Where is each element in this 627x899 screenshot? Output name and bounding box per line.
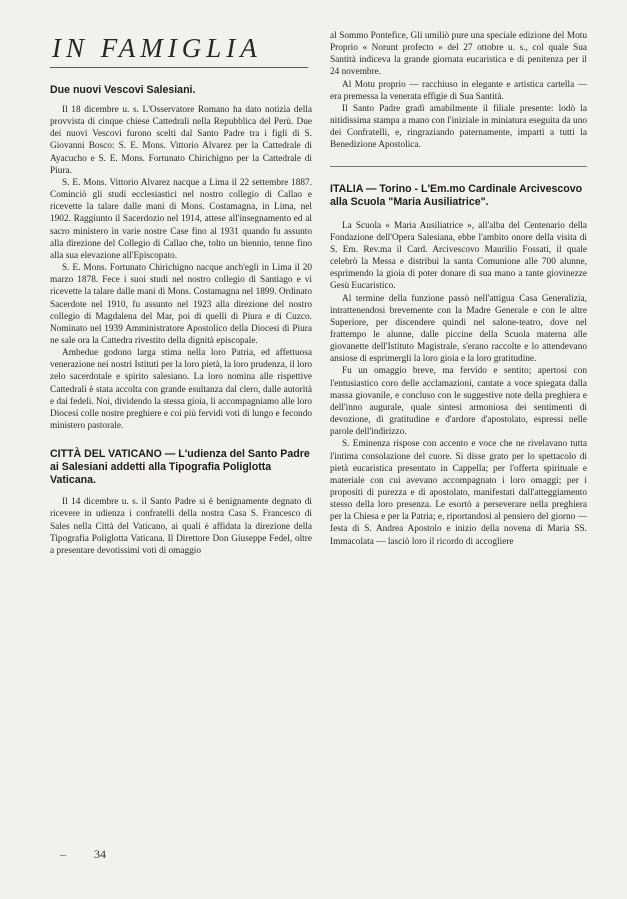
paragraph: Il 14 dicembre u. s. il Santo Padre si è benignamente degnato di ricevere in udienza i confratelli della nostra Casa S. Francesco di Sales nella Città del Vaticano, ai quali è affidata la direzione della Tipografia Poliglotta Vaticana. Il Direttore Don Giuseppe Fedel, oltre a presentare devotissimi voti di omaggio: [50, 497, 312, 556]
heading-turin-cardinal: ITALIA — Torino - L'Em.mo Cardinale Arcivescovo alla Scuola "Maria Ausiliatrice".: [330, 182, 583, 208]
page-number: 34: [94, 847, 106, 861]
paragraph: Fu un omaggio breve, ma fervido e sentito; apertosi con l'entusiastico coro delle acclamazioni, cantate a voce spiegata dalla massa giovanile, e concluso con le suggestive note della preghiera e dell'inno augurale, quale sintesi armoniosa dei sentimenti di devozione, di gratitudine e d'ardore d'apostolato, espressi nelle parole dell'indirizzo.: [330, 366, 587, 438]
paragraph: Il Santo Padre gradì amabilmente il filiale presente: lodò la nitidissima stampa a mano con l'iniziale in miniatura eseguita da uno dei Confratelli, e, ringraziando paternamente, impartì a tutti la Benedizione Apostolica.: [330, 103, 587, 151]
masthead-rule: [50, 67, 308, 68]
paragraph: Il 18 dicembre u. s. L'Osservatore Romano ha dato notizia della provvista di cinque chiese Cattedrali nella Repubblica del Perù. Due dei nuovi Vescovi furono scelti dal Santo Padre tra i figli di S. Giovanni Bosco: S. E. Mons. Vittorio Alvarez per la Cattedrale di Ayacucho e S. E. Mons. Fortunato Chirichigno per la Cattedrale di Piura.: [50, 105, 312, 176]
paragraph-continued: al Sommo Pontefice, Gli umiliò pure una speciale edizione del Motu Proprio « Norunt profecto » del 27 ottobre u. s., col quale Sua Santità indiceva la grande giornata eucaristica e di penitenza per il 24 novembre.: [330, 31, 587, 78]
paragraph: S. E. Mons. Vittorio Alvarez nacque a Lima il 22 settembre 1887. Cominciò gli studi ecclesiastici nel nostro collegio di Callao e ricevette la talare dalle mani di Mons. Costamagna, in Lima, nel 1902. Raggiunto il Sacerdozio nel 1914, attese all'insegnamento ed al sacro ministero in varie nostre Case fino al 1931 quando fu assunto alla direzione del Collegio di Callao che, tolto un biennio, tenne fino alla sua elevazione all'Episcopato.: [50, 177, 312, 261]
section-divider: [330, 166, 587, 167]
paragraph: S. Eminenza rispose con accento e voce che ne rivelavano tutta l'intima consolazione del cuore. Si disse grato per lo spettacolo di pietà eucaristica presentato in Cappella; per l'offerta spirituale e materiale con cui avevano accompagnato i loro omaggi; per i propositi di purezza e di apostolato, manifestati dall'atteggiamento stesso della loro presenza. Le esortò a perseverare nella preghiera per la Chiesa e per la Patria; e, riportandosi al pensiero del giorno — festa di S. Andrea Apostolo e inizio della novena di Maria SS. Immacolata — lasciò loro il ricordo di accogliere: [330, 439, 587, 547]
left-column: [50, 30, 312, 557]
section-masthead: IN FAMIGLIA: [52, 33, 262, 63]
paragraph: Ambedue godono larga stima nella loro Patria, ed affettuosa venerazione nei nostri Istituti per la loro pietà, la loro prudenza, il loro zelo sacerdotale e spirito salesiano. La loro nomina alle rispettive Cattedrali è stata accolta con grande esultanza dal clero, dalle autorità e dai fedeli. Noi, dividendo la stessa gioia, li accompagniamo alle loro Diocesi colle nostre preghiere e coi più fervidi voti di lungo e fecondo ministero pastorale.: [50, 348, 312, 432]
paragraph: Al termine della funzione passò nell'attigua Casa Generalizia, intrattenendosi brevemente con la Madre Generale e con le altre Superiore, per discendere quindi nel salone-teatro, dove nel frattempo le alunne, dalle piccine della Scuola materna alle giovanette dell'Istituto Magistrale, s'erano raccolte e lo attendevano ansiose di esprimergli la loro gioia e la loro gratitudine.: [330, 293, 587, 365]
heading-new-bishops: Due nuovi Vescovi Salesiani.: [50, 84, 196, 96]
heading-vatican-audience: CITTÀ DEL VATICANO — L'udienza del Santo Padre ai Salesiani addetti alla Tipografia Poliglotta Vaticana.: [50, 448, 310, 487]
paragraph: S. E. Mons. Fortunato Chirichigno nacque anch'egli in Lima il 20 marzo 1878. Fece i suoi studi nel nostro collegio di Santiago e vi ricevette la talare dalle mani di Mons. Costamagna nel 1899. Ordinato Sacerdote nel 1910, fu assunto nel 1923 alla direzione del nostro collegio di Magdalena del Mar, poi di quelli di Piura e di Cuzco. Nominato nel 1939 Amministratore Apostolico della Diocesi di Piura ne sale ora la Cattedra rivestito della dignità episcopale.: [50, 263, 312, 346]
folio-dash: –: [60, 847, 66, 861]
paragraph: La Scuola « Maria Ausiliatrice », all'alba del Centenario della Fondazione dell'Opera Salesiana, ebbe l'ambito onore della visita di S. Em. Rev.ma il Card. Arcivescovo Maurilio Fossati, il quale celebrò la Messa e distribuì la santa Comunione alle 700 alunne, esprimendo la gioia di poter donare di sua mano a tante giovinezze Gesù Eucaristico.: [330, 220, 587, 292]
right-column: [330, 30, 587, 548]
paragraph: Al Motu proprio — racchiuso in elegante e artistica cartella — era premessa la venerata effigie di Sua Santità.: [330, 79, 587, 102]
